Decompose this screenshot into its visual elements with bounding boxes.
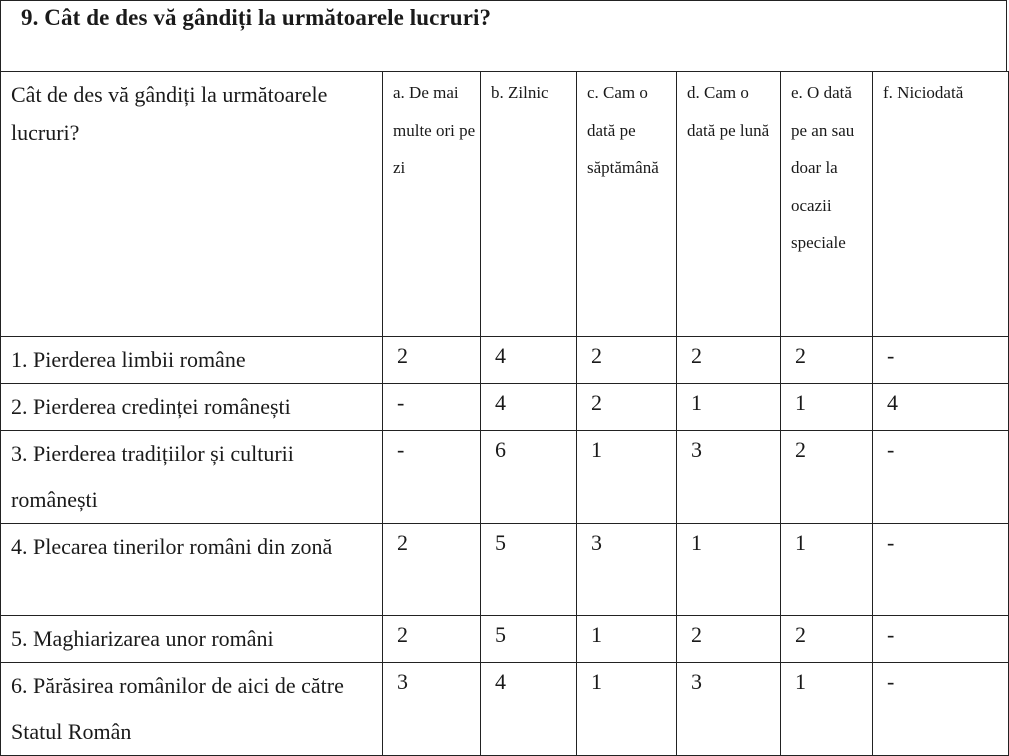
table-row: [1, 616, 1009, 663]
table-row: [1, 524, 1009, 616]
cell-value: 2: [781, 616, 873, 663]
cell-value: 2: [577, 384, 677, 431]
table-row: [1, 663, 1009, 756]
cell-value: -: [873, 431, 1009, 524]
cell-value: 4: [873, 384, 1009, 431]
cell-value: 1: [781, 524, 873, 616]
table-row: [1, 384, 1009, 431]
cell-value: 3: [577, 524, 677, 616]
header-row: [1, 72, 1009, 337]
row-label: 5. Maghiarizarea unor români: [1, 616, 383, 663]
cell-value: 4: [481, 384, 577, 431]
cell-value: -: [383, 431, 481, 524]
cell-value: 2: [383, 616, 481, 663]
cell-value: 3: [383, 663, 481, 756]
row-label: 4. Plecarea tinerilor români din zonă: [1, 524, 383, 616]
header-col-d: d. Cam o dată pe lună: [677, 72, 781, 337]
header-col-b: b. Zilnic: [481, 72, 577, 337]
row-label: 1. Pierderea limbii române: [1, 337, 383, 384]
cell-value: 1: [577, 616, 677, 663]
question-title: 9. Cât de des vă gândiți la următoarele lucruri?: [21, 5, 492, 30]
header-col-a: a. De mai multe ori pe zi: [383, 72, 481, 337]
cell-value: 2: [383, 524, 481, 616]
row-label: 2. Pierderea credinței românești: [1, 384, 383, 431]
cell-value: 3: [677, 431, 781, 524]
cell-value: 3: [677, 663, 781, 756]
cell-value: 1: [577, 663, 677, 756]
table-row: [1, 337, 1009, 384]
cell-value: -: [873, 616, 1009, 663]
header-col-f: f. Niciodată: [873, 72, 1009, 337]
cell-value: 4: [481, 337, 577, 384]
cell-value: 2: [677, 616, 781, 663]
cell-value: -: [383, 384, 481, 431]
cell-value: 5: [481, 616, 577, 663]
cell-value: 2: [781, 431, 873, 524]
cell-value: 1: [781, 663, 873, 756]
cell-value: 2: [677, 337, 781, 384]
cell-value: -: [873, 524, 1009, 616]
row-label: 6. Părăsirea românilor de aici de către Statul Român: [1, 663, 383, 756]
cell-value: 1: [781, 384, 873, 431]
title-row: [0, 0, 1007, 72]
cell-value: 1: [577, 431, 677, 524]
cell-value: -: [873, 337, 1009, 384]
cell-value: 4: [481, 663, 577, 756]
table-row: [1, 431, 1009, 524]
row-label: 3. Pierderea tradițiilor și culturii românești: [1, 431, 383, 524]
cell-value: -: [873, 663, 1009, 756]
header-col-e: e. O dată pe an sau doar la ocazii speciale: [781, 72, 873, 337]
cell-value: 2: [577, 337, 677, 384]
cell-value: 2: [383, 337, 481, 384]
header-question: Cât de des vă gândiți la următoarele lucruri?: [1, 72, 383, 337]
frequency-table: [0, 71, 1009, 756]
header-col-c: c. Cam o dată pe săptămână: [577, 72, 677, 337]
cell-value: 6: [481, 431, 577, 524]
cell-value: 1: [677, 384, 781, 431]
cell-value: 2: [781, 337, 873, 384]
cell-value: 1: [677, 524, 781, 616]
cell-value: 5: [481, 524, 577, 616]
